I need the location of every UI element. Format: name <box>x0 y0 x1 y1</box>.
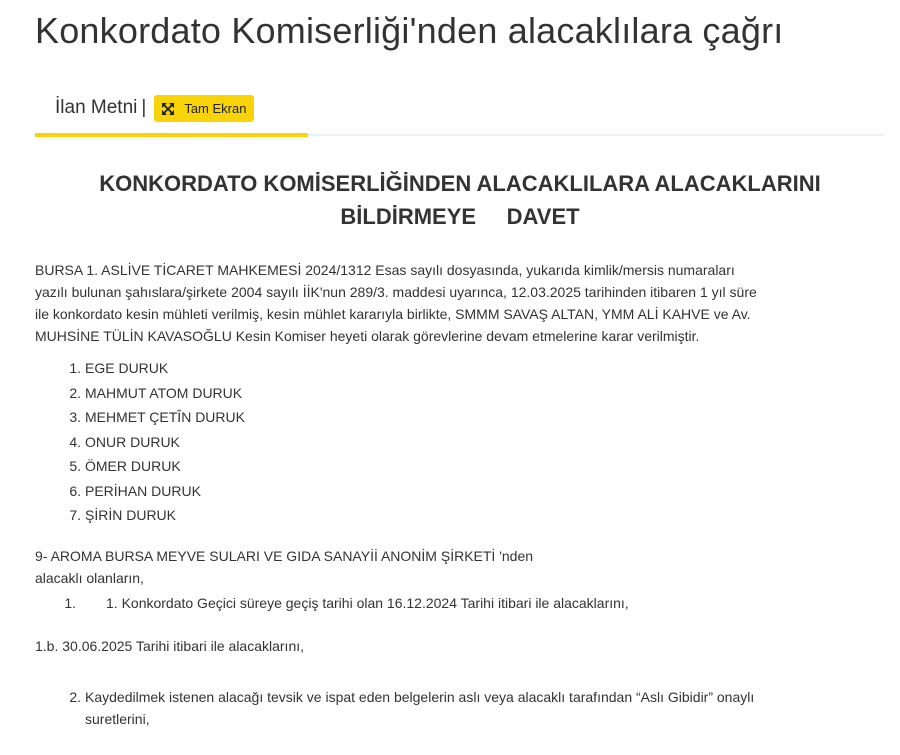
creditors-line: alacaklı olanların, <box>35 570 144 586</box>
item-text: Kaydedilmek istenen alacağı tevsik ve ispat eden belgelerin aslı veya alacaklı tarafından “Aslı Gibidir” onaylı <box>85 689 755 705</box>
item-number: 1. <box>64 595 76 611</box>
list-item: 4. ONUR DURUK <box>69 433 180 450</box>
tab-divider <box>308 134 885 136</box>
item-number: 2. <box>69 689 81 705</box>
page-title: Konkordato Komiserliği'nden alacaklılara çağrı <box>35 10 784 51</box>
instruction-item-2 <box>35 686 754 730</box>
paragraph-line: MUHSİNE TÜLİN KAVASOĞLU Kesin Komiser heyeti olarak görevlerine devam etmelerine karar verilmiştir. <box>35 328 700 344</box>
heading-line: KONKORDATO KOMİSERLİĞİNDEN ALACAKLILARA ALACAKLARINI <box>99 171 821 196</box>
company-line: 9- AROMA BURSA MEYVE SULARI VE GIDA SANAYİİ ANONİM ŞİRKETİ 'nden <box>35 548 534 564</box>
expand-arrows-icon <box>161 102 175 116</box>
tab-label: İlan Metni <box>55 97 138 118</box>
heading-line: BİLDİRMEYE DAVET <box>340 204 580 229</box>
announcement-paragraph <box>35 259 885 347</box>
list-item: 1. EGE DURUK <box>69 360 169 376</box>
item-text: 1. Konkordato Geçici süreye geçiş tarihi olan 16.12.2024 Tarihi itibari ile alacaklarını, <box>106 595 629 611</box>
company-block <box>35 545 533 589</box>
fullscreen-button[interactable] <box>154 95 254 122</box>
list-item: 3. MEHMET ÇETÎN DURUK <box>69 409 245 425</box>
instruction-item-1 <box>35 592 629 614</box>
paragraph-line: ile konkordato kesin mühleti verilmiş, kesin mühlet kararıyla birlikte, SMMM SAVAŞ ALTAN, YMM ALİ KAHVE ve Av. <box>35 306 751 322</box>
tab-ilan-metni[interactable] <box>35 92 308 138</box>
paragraph-line: BURSA 1. ASLİVE TİCARET MAHKEMESİ 2024/1312 Esas sayılı dosyasında, yukarıda kimlik/mersis numaraları <box>35 262 735 278</box>
tab-active-underline <box>35 133 308 137</box>
list-item: 6. PERİHAN DURUK <box>69 482 201 499</box>
instruction-item-1b: 1.b. 30.06.2025 Tarihi itibari ile alacaklarını, <box>35 638 305 654</box>
list-item: 2. MAHMUT ATOM DURUK <box>69 384 243 401</box>
paragraph-line: yazılı bulunan şahıslara/şirkete 2004 sayılı İİK'nun 289/3. maddesi uyarınca, 12.03.2025 tarihinden itibaren 1 yıl süre <box>35 284 757 300</box>
tab-bar <box>35 92 885 138</box>
item-text-continued: suretlerini, <box>85 711 150 727</box>
document-heading <box>35 167 885 233</box>
debtor-name-list <box>35 356 245 528</box>
tab-separator: | <box>141 97 147 118</box>
list-item: 7. ŞİRİN DURUK <box>69 507 177 523</box>
fullscreen-button-label: Tam Ekran <box>184 101 247 116</box>
list-item: 5. ÖMER DURUK <box>69 458 181 474</box>
